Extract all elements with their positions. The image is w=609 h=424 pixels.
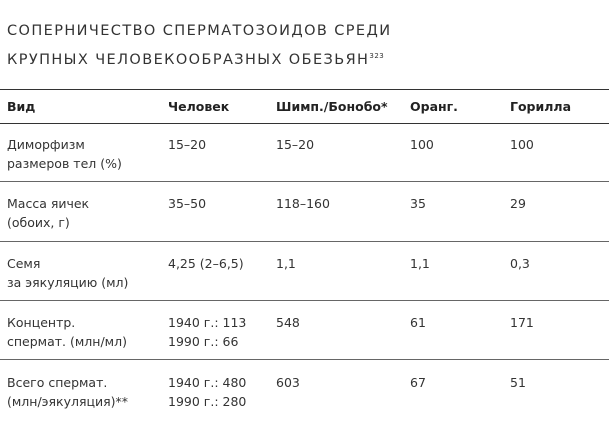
cell-line: 1940 г.: 113 — [168, 315, 247, 330]
cell-human — [168, 313, 246, 351]
cell-parameter — [7, 194, 89, 232]
cell-parameter — [7, 135, 122, 173]
cell-line: 100 — [510, 137, 534, 152]
row-divider — [0, 359, 609, 360]
cell-orangutan — [410, 313, 426, 332]
table-title — [7, 19, 567, 73]
cell-line: Диморфизм — [7, 137, 85, 152]
cell-line: (обоих, г) — [7, 215, 70, 230]
footnote-reference: 323 — [369, 52, 385, 60]
cell-parameter — [7, 373, 128, 411]
cell-orangutan — [410, 135, 434, 154]
cell-line: за эякуляцию (мл) — [7, 275, 129, 290]
cell-gorilla — [510, 373, 526, 392]
cell-line: 1,1 — [410, 256, 430, 271]
row-divider — [0, 241, 609, 242]
row-divider — [0, 300, 609, 301]
cell-parameter — [7, 313, 127, 351]
cell-line: 603 — [276, 375, 300, 390]
cell-human — [168, 373, 246, 411]
cell-line: 100 — [410, 137, 434, 152]
cell-chimp — [276, 313, 300, 332]
cell-line: 1990 г.: 66 — [168, 334, 239, 349]
cell-line: Всего спермат. — [7, 375, 108, 390]
cell-line: 61 — [410, 315, 426, 330]
cell-orangutan — [410, 373, 426, 392]
cell-line: 51 — [510, 375, 526, 390]
cell-gorilla — [510, 254, 530, 273]
cell-line: 35 — [410, 196, 426, 211]
cell-line: размеров тел (%) — [7, 156, 122, 171]
cell-line: 4,25 (2–6,5) — [168, 256, 244, 271]
cell-line: Концентр. — [7, 315, 76, 330]
cell-line: Масса яичек — [7, 196, 90, 211]
row-divider — [0, 181, 609, 182]
title-line-2 — [7, 44, 567, 73]
cell-human — [168, 135, 206, 154]
cell-parameter — [7, 254, 128, 292]
cell-line: 15–20 — [276, 137, 315, 152]
cell-human — [168, 194, 206, 213]
header-chimp: Шимп./Бонобо* — [276, 99, 388, 114]
cell-line: 1940 г.: 480 — [168, 375, 247, 390]
header-species: Вид — [7, 99, 36, 114]
cell-gorilla — [510, 135, 534, 154]
cell-gorilla — [510, 194, 526, 213]
cell-chimp — [276, 373, 300, 392]
top-rule — [0, 89, 609, 90]
header-gorilla: Горилла — [510, 99, 572, 114]
cell-orangutan — [410, 194, 426, 213]
cell-line: спермат. (млн/мл) — [7, 334, 127, 349]
cell-chimp — [276, 194, 330, 213]
cell-chimp — [276, 254, 296, 273]
cell-gorilla — [510, 313, 534, 332]
cell-line: 29 — [510, 196, 526, 211]
cell-orangutan — [410, 254, 430, 273]
cell-line: 1,1 — [276, 256, 296, 271]
cell-line: (млн/эякуляция)** — [7, 394, 129, 409]
cell-line: 1990 г.: 280 — [168, 394, 247, 409]
title-line-2-text: КРУПНЫХ ЧЕЛОВЕКООБРАЗНЫХ ОБЕЗЬЯН — [7, 51, 370, 68]
cell-line: 171 — [510, 315, 534, 330]
cell-line: 0,3 — [510, 256, 530, 271]
cell-human — [168, 254, 244, 273]
cell-line: 35–50 — [168, 196, 207, 211]
cell-line: 15–20 — [168, 137, 207, 152]
cell-line: 548 — [276, 315, 300, 330]
title-line-1: СОПЕРНИЧЕСТВО СПЕРМАТОЗОИДОВ СРЕДИ — [7, 23, 392, 39]
cell-line: 118–160 — [276, 196, 330, 211]
cell-line: Семя — [7, 256, 41, 271]
cell-chimp — [276, 135, 314, 154]
cell-line: 67 — [410, 375, 426, 390]
header-human: Человек — [168, 99, 230, 114]
header-rule — [0, 123, 609, 124]
header-orangutan: Оранг. — [410, 99, 458, 114]
